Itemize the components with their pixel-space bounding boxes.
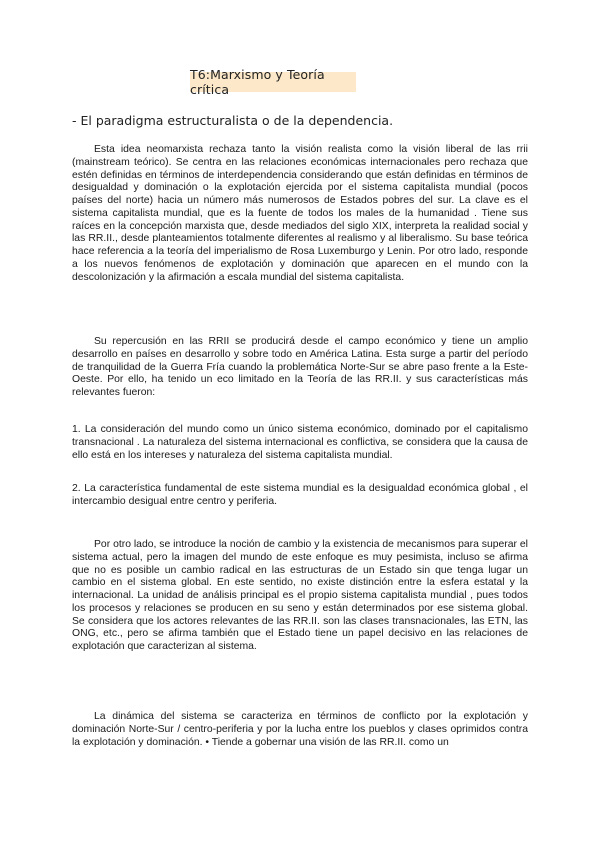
title-highlight xyxy=(190,67,356,97)
paragraph-intro: Esta idea neomarxista rechaza tanto la visión realista como la visión liberal de las rrii (mainstream teórico). Se centra en las relaciones económicas internacionales pero rechaza que estén definidas en términos de interdependencia considerando que están definidas en términos de desigualdad y dominación o la explotación ejercida por el sistema capitalista mundial (pocos países del norte) hacia un número más numerosos de Estados pobres del sur. La clave es el sistema capitalista mundial, que es la fuente de todos los males de la humanidad . Tiene sus raíces en la concepción marxista que, desde mediados del siglo XIX, interpreta la realidad social y las RR.II., desde planteamientos totalmente diferentes al realismo y al liberalismo. Su base teórica hace referencia a la teoría del imperialismo de Rosa Luxemburgo y Lenin. Por otro lado, responde a los nuevos fenómenos de explotación y dominación que aparecen en el mundo con la descolonización y la afirmación a escala mundial del sistema capitalista. xyxy=(72,144,528,283)
page-title: T6:Marxismo y Teoría crítica xyxy=(190,67,325,97)
paragraph-change: Por otro lado, se introduce la noción de cambio y la existencia de mecanismos para superar el sistema actual, pero la imagen del mundo de este enfoque es muy pesimista, incluso se afirma que no es posible un cambio radical en las estructuras de un Estado sin que tenga lugar un cambio en el sistema global. En este sentido, no existe distinción entre la esfera estatal y la internacional. La unidad de análisis principal es el propio sistema capitalista mundial , pues todos los procesos y relaciones se producen en su seno y están determinados por ese sistema global. Se considera que los actores relevantes de las RR.II. son las clases transnacionales, las ETN, las ONG, etc., pero se afirma también que el Estado tiene un papel decisivo en las relaciones de explotación que caracterizan al sistema. xyxy=(72,539,528,652)
paragraph-repercussion: Su repercusión en las RRII se producirá desde el campo económico y tiene un amplio desarrollo en países en desarrollo y sobre todo en América Latina. Esta surge a partir del período de tranquilidad de la Guerra Fría cuando la problemática Norte-Sur se abre paso frente a la Este-Oeste. Por ello, ha tenido un eco limitado en la Teoría de las RR.II. y sus características más relevantes fueron: xyxy=(72,336,528,398)
paragraph-dynamics: La dinámica del sistema se caracteriza en términos de conflicto por la explotación y dominación Norte-Sur / centro-periferia y por la lucha entre los pueblos y clases oprimidos contra la explotación y dominación. • Tiende a gobernar una visión de las RR.II. como un xyxy=(72,711,528,748)
list-item-1: 1. La consideración del mundo como un único sistema económico, dominado por el capitalismo transnacional . La naturaleza del sistema internacional es conflictiva, se considera que la causa de ello está en los intereses y naturaleza del sistema capitalista mundial. xyxy=(72,424,528,461)
section-heading: - El paradigma estructuralista o de la dependencia. xyxy=(72,113,394,128)
list-item-2: 2. La característica fundamental de este sistema mundial es la desigualdad económica global , el intercambio desigual entre centro y periferia. xyxy=(72,483,528,507)
